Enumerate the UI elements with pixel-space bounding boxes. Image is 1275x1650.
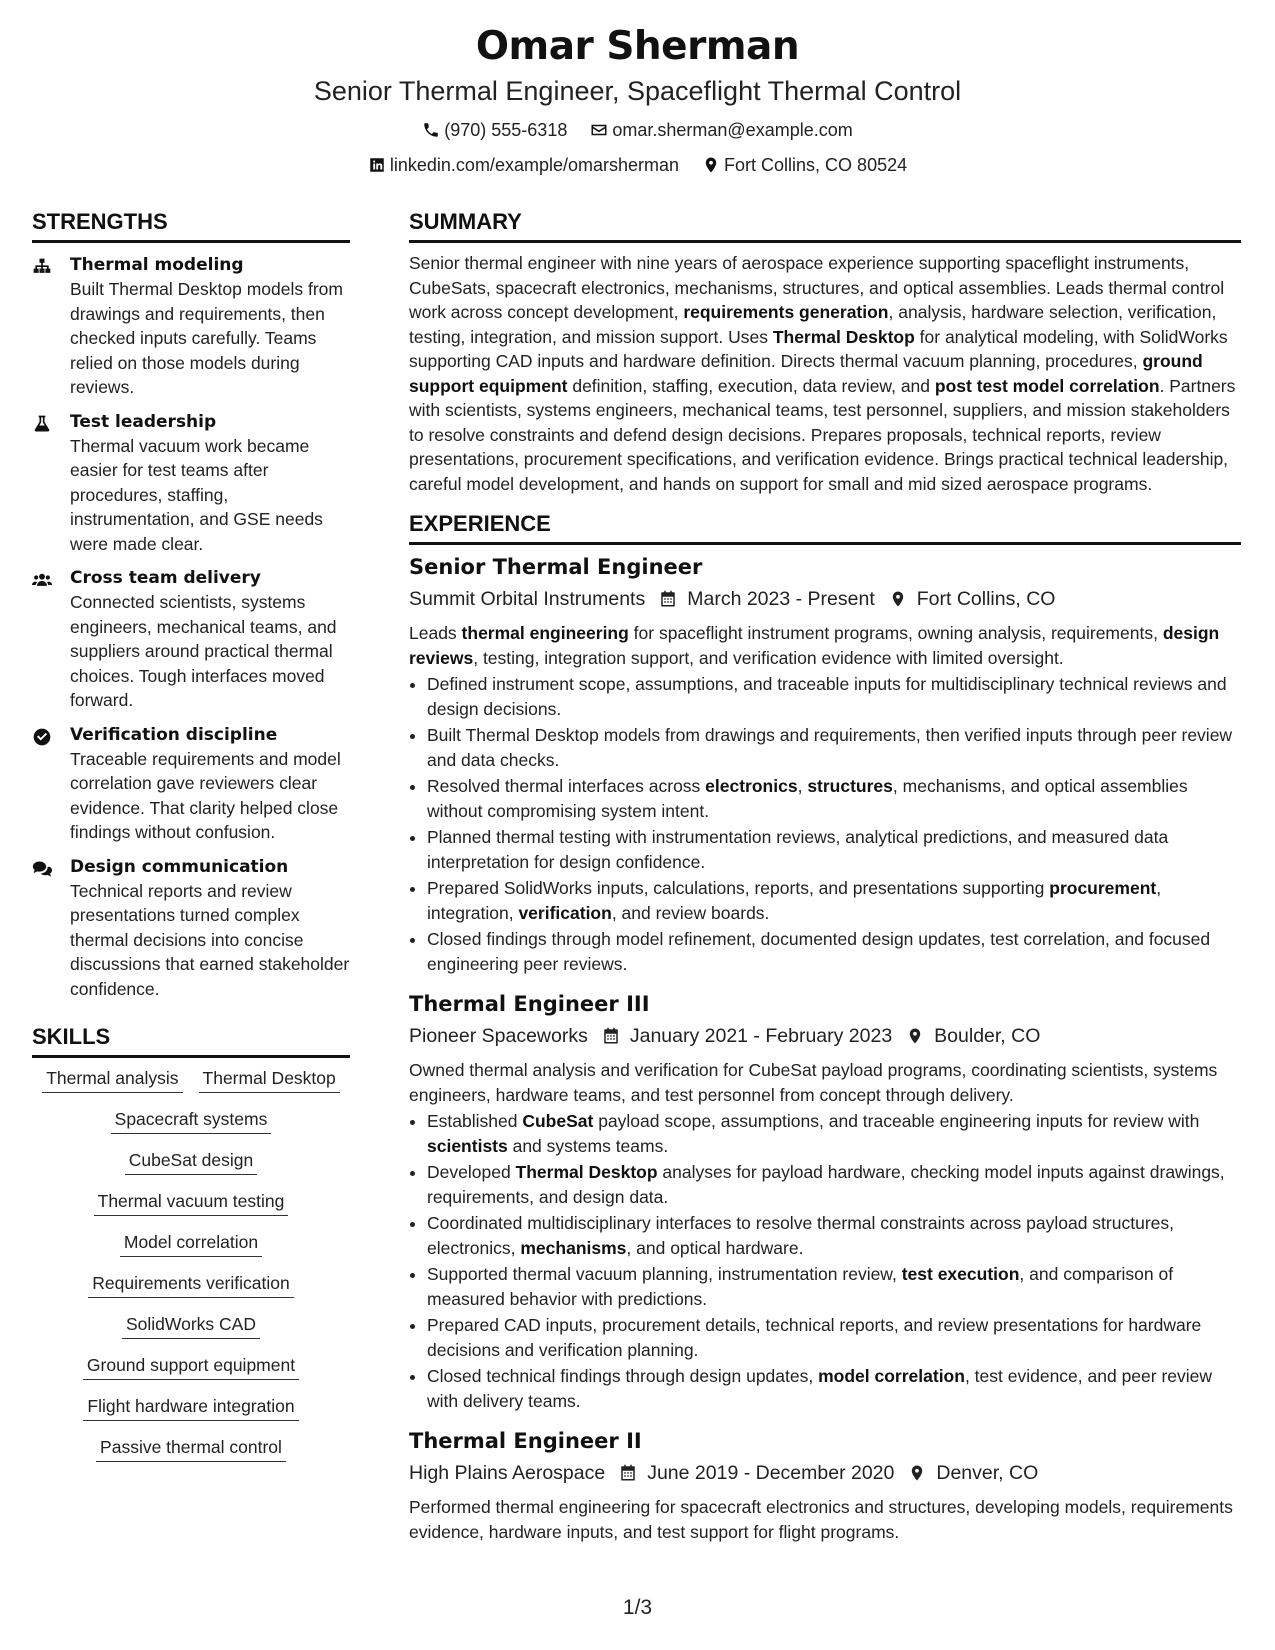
text-run: Developed <box>427 1162 516 1182</box>
strength-desc: Traceable requirements and model correlation gave reviewers clear evidence. That clarity helped close findings without confusion. <box>70 748 341 842</box>
skill-tag: Thermal analysis <box>42 1066 182 1093</box>
emphasis-text: scientists <box>427 1135 508 1156</box>
strength-desc: Built Thermal Desktop models from drawings and requirements, then checked inputs carefully. Teams relied on those models during reviews. <box>70 279 343 397</box>
strength-title: Cross team delivery <box>70 568 261 588</box>
bullet-item <box>427 927 1241 976</box>
page-number: 1/3 <box>622 1596 653 1619</box>
experience-heading: EXPERIENCE <box>409 510 1241 545</box>
strengths-heading: STRENGTHS <box>32 208 350 243</box>
summary-text <box>409 251 1241 496</box>
check-circle-icon <box>32 727 52 747</box>
job-meta <box>409 585 1241 613</box>
flask-icon <box>32 414 52 434</box>
text-run: , <box>797 776 808 796</box>
text-run: , and optical hardware. <box>626 1237 804 1258</box>
job-location: Fort Collins, CO <box>889 585 1056 613</box>
emphasis-text: design reviews <box>409 623 1220 668</box>
strength-item <box>32 855 350 1002</box>
calendar-icon <box>659 590 677 608</box>
text-run: and systems teams. <box>507 1135 669 1156</box>
emphasis-text: procurement <box>1049 878 1157 898</box>
text-run: , analysis, hardware selection, verification, testing, integration, and mission support. Uses <box>409 302 1217 347</box>
job-dates: January 2021 - February 2023 <box>602 1022 892 1050</box>
skill-tag: CubeSat design <box>125 1148 258 1175</box>
skill-tag: Passive thermal control <box>96 1435 286 1462</box>
job-meta <box>409 1459 1241 1487</box>
emphasis-text: requirements generation <box>683 302 889 322</box>
emphasis-text: CubeSat <box>522 1111 594 1131</box>
job-entry <box>409 553 1241 976</box>
emphasis-text: Thermal Desktop <box>772 326 915 347</box>
strength-title: Test leadership <box>70 411 217 432</box>
job-entry <box>409 990 1241 1413</box>
text-run: Leads <box>409 623 462 643</box>
skills-list <box>32 1066 350 1462</box>
bullet-item <box>427 1109 1241 1158</box>
resume-header <box>0 22 1275 180</box>
strength-title: Design communication <box>70 856 289 877</box>
text-run: Coordinated multidisciplinary interfaces to resolve thermal constraints across payload structures, electronics, <box>427 1213 1174 1258</box>
text-run: for analytical modeling, with SolidWorks supporting CAD inputs and hardware definition. Directs thermal vacuum planning, procedures, <box>409 326 1228 371</box>
skill-row <box>32 1394 350 1421</box>
map-pin-icon <box>908 1464 926 1482</box>
strength-item <box>32 253 350 400</box>
skill-row <box>32 1271 350 1298</box>
contact-row-1 <box>0 118 1275 145</box>
email-text[interactable]: omar.sherman@example.com <box>612 120 853 140</box>
emphasis-text: test execution <box>901 1264 1020 1284</box>
strength-item <box>32 410 350 557</box>
text-run: Owned thermal analysis and verification for CubeSat payload programs, coordinating scientists, systems engineers, hardware teams, and test personnel from concept through delivery. <box>409 1060 1218 1105</box>
job-company: High Plains Aerospace <box>409 1462 606 1484</box>
emphasis-text: post test model correlation <box>934 375 1160 396</box>
bullet-item <box>427 723 1241 772</box>
skill-row <box>32 1353 350 1380</box>
job-dates: March 2023 - Present <box>659 585 875 613</box>
calendar-icon <box>602 1027 620 1045</box>
text-run: Built Thermal Desktop models from drawings and requirements, then verified inputs through peer review and data checks. <box>427 725 1233 770</box>
text-run: Established <box>427 1111 523 1131</box>
emphasis-text: electronics <box>705 776 798 796</box>
job-company: Pioneer Spaceworks <box>409 1025 588 1047</box>
text-run: Senior thermal engineer with nine years of aerospace experience supporting spaceflight instruments, CubeSats, spacecraft electronics, mechanisms, structures, and optical assemblies. Leads thermal control work across concept development, <box>409 253 1225 322</box>
text-run: Prepared CAD inputs, procurement details, technical reports, and review presentations for hardware decisions and verification planning. <box>427 1315 1202 1360</box>
skill-row <box>32 1435 350 1462</box>
job-dates: June 2019 - December 2020 <box>619 1459 894 1487</box>
skill-row <box>32 1107 350 1134</box>
skill-row <box>32 1189 350 1216</box>
org-chart-icon <box>32 257 52 277</box>
location-item <box>702 153 907 177</box>
emphasis-text: ground support equipment <box>409 351 1203 396</box>
skill-tag: Thermal Desktop <box>199 1066 340 1093</box>
linkedin-item <box>368 153 679 177</box>
text-run: definition, staffing, execution, data review, and <box>567 375 935 396</box>
text-run: Planned thermal testing with instrumentation reviews, analytical predictions, and measured data interpretation for design confidence. <box>427 827 1169 872</box>
skill-row <box>32 1230 350 1257</box>
strength-title: Verification discipline <box>70 724 278 745</box>
strength-item <box>32 566 350 713</box>
candidate-title: Senior Thermal Engineer, Spaceflight Thermal Control <box>313 76 962 106</box>
job-meta <box>409 1022 1241 1050</box>
text-run: , testing, integration support, and verification evidence with limited oversight. <box>473 647 1064 668</box>
phone-icon <box>422 121 440 139</box>
text-run: Supported thermal vacuum planning, instrumentation review, <box>427 1264 902 1284</box>
emphasis-text: mechanisms <box>520 1237 627 1258</box>
bullet-item <box>427 774 1241 823</box>
text-run: , and comparison of measured behavior with predictions. <box>427 1264 1174 1309</box>
comments-icon <box>32 859 52 879</box>
emphasis-text: Thermal Desktop <box>515 1162 658 1182</box>
text-run: Defined instrument scope, assumptions, and traceable inputs for multidisciplinary technical reviews and design decisions. <box>427 674 1227 719</box>
job-bullets <box>409 672 1241 976</box>
email-item <box>590 118 852 142</box>
job-title: Thermal Engineer III <box>409 992 650 1016</box>
text-run: analyses for payload hardware, checking model inputs against drawings, requirements, and design data. <box>427 1162 1225 1207</box>
job-entry <box>409 1427 1241 1544</box>
phone-text[interactable]: (970) 555-6318 <box>444 120 568 140</box>
candidate-name: Omar Sherman <box>475 24 800 69</box>
map-pin-icon <box>906 1027 924 1045</box>
experience-list <box>409 553 1241 1544</box>
skill-tag: Requirements verification <box>88 1271 293 1298</box>
text-run: Closed findings through model refinement, documented design updates, test correlation, and focused engineering peer reviews. <box>427 929 1211 974</box>
job-location: Boulder, CO <box>906 1022 1040 1050</box>
phone-item <box>422 118 567 142</box>
strength-item <box>32 723 350 845</box>
text-run: Resolved thermal interfaces across <box>427 776 706 796</box>
users-icon <box>32 570 52 590</box>
text-run: for spaceflight instrument programs, owning analysis, requirements, <box>628 623 1163 643</box>
bullet-item <box>427 825 1241 874</box>
job-title: Thermal Engineer II <box>409 1429 642 1453</box>
linkedin-icon <box>368 156 386 174</box>
emphasis-text: model correlation <box>818 1366 965 1386</box>
right-column <box>409 208 1241 1544</box>
bullet-item <box>427 1211 1241 1260</box>
job-description <box>409 621 1241 670</box>
skill-tag: Thermal vacuum testing <box>94 1189 289 1216</box>
text-run: Closed technical findings through design updates, <box>427 1366 819 1386</box>
bullet-item <box>427 1364 1241 1413</box>
skill-tag: SolidWorks CAD <box>122 1312 260 1339</box>
text-run: Performed thermal engineering for spacecraft electronics and structures, developing models, requirements evidence, hardware inputs, and test support for flight programs. <box>409 1497 1233 1542</box>
map-pin-icon <box>889 590 907 608</box>
skills-heading: SKILLS <box>32 1023 350 1058</box>
bullet-item <box>427 1313 1241 1362</box>
skill-row <box>32 1312 350 1339</box>
strength-title: Thermal modeling <box>70 255 244 275</box>
bullet-item <box>427 876 1241 925</box>
bullet-item <box>427 672 1241 721</box>
strength-desc: Technical reports and review presentations turned complex thermal decisions into concise discussions that earned stakeholder confidence. <box>70 880 350 999</box>
text-run: payload scope, assumptions, and traceable engineering inputs for review with <box>593 1111 1200 1131</box>
text-run: , mechanisms, and optical assemblies without compromising system intent. <box>427 776 1188 821</box>
emphasis-text: verification <box>518 902 612 923</box>
job-description <box>409 1058 1241 1107</box>
text-run: Prepared SolidWorks inputs, calculations, reports, and presentations supporting <box>427 878 1050 898</box>
strength-desc: Thermal vacuum work became easier for test teams after procedures, staffing, instrumentation, and GSE needs were made clear. <box>70 435 323 554</box>
job-bullets <box>409 1109 1241 1413</box>
summary-heading: SUMMARY <box>409 208 1241 243</box>
job-location: Denver, CO <box>908 1459 1038 1487</box>
emphasis-text: thermal engineering <box>461 623 629 643</box>
text-run: . Partners with scientists, systems engineers, mechanical teams, test personnel, suppliers, and mission stakeholders to resolve constraints and defend design decisions. Prepares proposals, technical reports, review presentations, procurement specifications, and verification evidence. Brings practical technical leadership, careful model development, and hands on support for small and mid sized aerospace programs. <box>409 375 1236 494</box>
strength-desc: Connected scientists, systems engineers, mechanical teams, and suppliers around practical thermal choices. Tough interfaces moved forward. <box>70 592 337 710</box>
skill-tag: Spacecraft systems <box>111 1107 272 1134</box>
left-column <box>32 208 350 1476</box>
location-text: Fort Collins, CO 80524 <box>724 155 908 175</box>
emphasis-text: structures <box>807 776 893 796</box>
text-run: , integration, <box>427 878 1162 923</box>
job-title: Senior Thermal Engineer <box>409 555 703 579</box>
map-pin-icon <box>702 156 720 174</box>
text-run: , test evidence, and peer review with delivery teams. <box>427 1366 1213 1411</box>
bullet-item <box>427 1160 1241 1209</box>
job-description <box>409 1495 1241 1544</box>
skill-tag: Ground support equipment <box>83 1353 299 1380</box>
calendar-icon <box>619 1464 637 1482</box>
text-run: , and review boards. <box>611 902 770 923</box>
skill-tag: Model correlation <box>120 1230 262 1257</box>
skill-tag: Flight hardware integration <box>83 1394 298 1421</box>
bullet-item <box>427 1262 1241 1311</box>
skill-row <box>32 1148 350 1175</box>
contact-row-2 <box>0 153 1275 180</box>
job-company: Summit Orbital Instruments <box>409 588 646 610</box>
envelope-icon <box>590 121 608 139</box>
skill-row <box>32 1066 350 1093</box>
linkedin-text[interactable]: linkedin.com/example/omarsherman <box>389 155 680 175</box>
